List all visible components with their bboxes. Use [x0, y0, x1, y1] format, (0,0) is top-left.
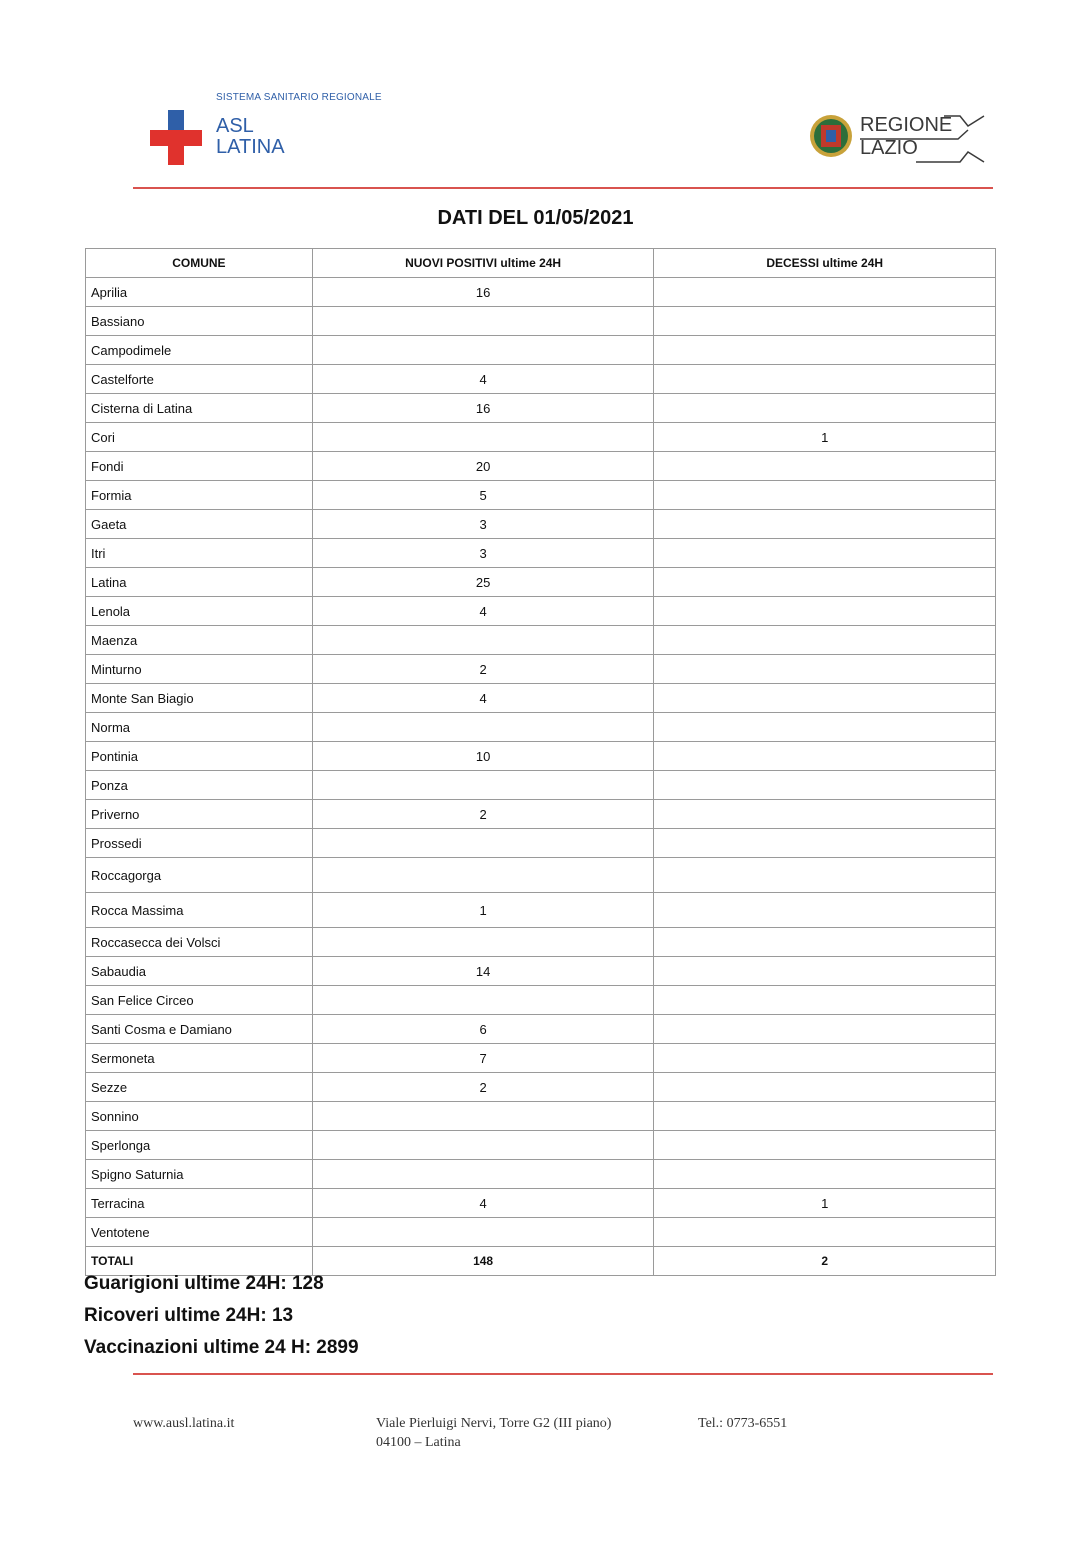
table-row [86, 928, 996, 957]
asl-name-line1: ASL [216, 115, 254, 137]
decessi-cell [654, 510, 996, 539]
positivi-cell [312, 336, 654, 365]
table-row [86, 307, 996, 336]
comuni-table [85, 248, 996, 1276]
decessi-cell [654, 336, 996, 365]
table-row [86, 1131, 996, 1160]
decessi-cell [654, 394, 996, 423]
positivi-cell: 16 [312, 278, 654, 307]
asl-cross-icon [150, 110, 202, 165]
decessi-cell [654, 568, 996, 597]
table-row [86, 539, 996, 568]
positivi-cell: 1 [312, 893, 654, 928]
positivi-cell [312, 771, 654, 800]
comune-cell: Ventotene [86, 1218, 313, 1247]
positivi-cell: 20 [312, 452, 654, 481]
positivi-cell: 5 [312, 481, 654, 510]
table-row [86, 800, 996, 829]
summary-block [84, 1268, 359, 1364]
comune-cell: Fondi [86, 452, 313, 481]
decessi-cell [654, 655, 996, 684]
positivi-cell [312, 928, 654, 957]
decessi-cell [654, 597, 996, 626]
decessi-cell [654, 771, 996, 800]
ricoveri-line: Ricoveri ultime 24H: 13 [84, 1305, 294, 1326]
decessi-cell [654, 539, 996, 568]
column-header-comune: COMUNE [86, 249, 313, 278]
vaccinazioni-line: Vaccinazioni ultime 24 H: 2899 [84, 1337, 359, 1358]
decessi-cell [654, 452, 996, 481]
comune-cell: San Felice Circeo [86, 986, 313, 1015]
decessi-cell [654, 800, 996, 829]
comune-cell: Maenza [86, 626, 313, 655]
comune-cell: Sonnino [86, 1102, 313, 1131]
comune-cell: Prossedi [86, 829, 313, 858]
positivi-cell: 2 [312, 1073, 654, 1102]
table-row [86, 957, 996, 986]
comune-cell: Monte San Biagio [86, 684, 313, 713]
comune-cell: Roccasecca dei Volsci [86, 928, 313, 957]
positivi-cell [312, 713, 654, 742]
table-row [86, 1218, 996, 1247]
comune-cell: Sperlonga [86, 1131, 313, 1160]
positivi-cell [312, 1131, 654, 1160]
positivi-cell [312, 858, 654, 893]
footer-phone: Tel.: 0773-6551 [698, 1416, 788, 1431]
comune-cell: Sermoneta [86, 1044, 313, 1073]
table-row [86, 742, 996, 771]
decessi-cell [654, 307, 996, 336]
comune-cell: Spigno Saturnia [86, 1160, 313, 1189]
positivi-cell: 4 [312, 597, 654, 626]
table-row [86, 986, 996, 1015]
comune-cell: Minturno [86, 655, 313, 684]
page-title: DATI DEL 01/05/2021 [437, 207, 634, 229]
table-row [86, 597, 996, 626]
table-row [86, 452, 996, 481]
comune-cell: Norma [86, 713, 313, 742]
comune-cell: Terracina [86, 1189, 313, 1218]
decessi-cell [654, 1073, 996, 1102]
decessi-cell [654, 893, 996, 928]
decessi-cell [654, 1160, 996, 1189]
decessi-cell [654, 713, 996, 742]
decessi-cell [654, 858, 996, 893]
table-row [86, 568, 996, 597]
asl-name [216, 116, 285, 158]
column-header-decessi: DECESSI ultime 24H [654, 249, 996, 278]
positivi-cell: 14 [312, 957, 654, 986]
positivi-cell: 4 [312, 684, 654, 713]
positivi-cell [312, 1218, 654, 1247]
decessi-cell [654, 986, 996, 1015]
decessi-cell [654, 481, 996, 510]
positivi-cell [312, 307, 654, 336]
positivi-cell: 3 [312, 539, 654, 568]
guarigioni-line: Guarigioni ultime 24H: 128 [84, 1273, 324, 1294]
positivi-cell [312, 423, 654, 452]
table-row [86, 893, 996, 928]
positivi-cell [312, 1160, 654, 1189]
table-row [86, 655, 996, 684]
positivi-cell: 4 [312, 1189, 654, 1218]
table-row [86, 626, 996, 655]
footer-address-line1: Viale Pierluigi Nervi, Torre G2 (III piano) [376, 1416, 612, 1431]
column-header-positivi: NUOVI POSITIVI ultime 24H [312, 249, 654, 278]
table-row [86, 1102, 996, 1131]
table-row [86, 713, 996, 742]
decessi-cell [654, 829, 996, 858]
table-row [86, 1015, 996, 1044]
regione-lazio-name [860, 114, 952, 160]
decessi-cell [654, 278, 996, 307]
positivi-cell: 2 [312, 655, 654, 684]
comune-cell: Latina [86, 568, 313, 597]
comune-cell: Gaeta [86, 510, 313, 539]
table-row [86, 336, 996, 365]
positivi-cell: 10 [312, 742, 654, 771]
positivi-cell: 7 [312, 1044, 654, 1073]
table-row [86, 278, 996, 307]
comune-cell: Castelforte [86, 365, 313, 394]
decessi-cell [654, 928, 996, 957]
positivi-cell [312, 1102, 654, 1131]
decessi-cell [654, 957, 996, 986]
region-line1: REGIONE [860, 114, 953, 136]
positivi-cell: 3 [312, 510, 654, 539]
comune-cell: Itri [86, 539, 313, 568]
comune-cell: Cisterna di Latina [86, 394, 313, 423]
table-row [86, 1160, 996, 1189]
decessi-cell: 1 [654, 1189, 996, 1218]
decessi-cell [654, 1131, 996, 1160]
positivi-cell: 6 [312, 1015, 654, 1044]
comune-cell: Rocca Massima [86, 893, 313, 928]
comune-cell: Lenola [86, 597, 313, 626]
totals-positivi: 148 [312, 1247, 654, 1276]
table-row [86, 394, 996, 423]
footer-address-line2: 04100 – Latina [376, 1435, 461, 1450]
table-row [86, 684, 996, 713]
decessi-cell [654, 684, 996, 713]
decessi-cell [654, 365, 996, 394]
table-row [86, 510, 996, 539]
header-divider [133, 187, 993, 189]
table-row [86, 771, 996, 800]
decessi-cell [654, 1218, 996, 1247]
table-row [86, 481, 996, 510]
decessi-cell [654, 1044, 996, 1073]
asl-name-line2: LATINA [216, 136, 285, 158]
decessi-cell: 1 [654, 423, 996, 452]
positivi-cell: 25 [312, 568, 654, 597]
comune-cell: Bassiano [86, 307, 313, 336]
table-header-row [86, 249, 996, 278]
comune-cell: Cori [86, 423, 313, 452]
footer-divider [133, 1373, 993, 1375]
table-row [86, 365, 996, 394]
positivi-cell [312, 626, 654, 655]
comune-cell: Aprilia [86, 278, 313, 307]
table-body [86, 278, 996, 1276]
totals-label: TOTALI [86, 1247, 313, 1276]
comune-cell: Sabaudia [86, 957, 313, 986]
comune-cell: Priverno [86, 800, 313, 829]
decessi-cell [654, 1102, 996, 1131]
table-row [86, 1044, 996, 1073]
table-row [86, 1073, 996, 1102]
comune-cell: Formia [86, 481, 313, 510]
decessi-cell [654, 1015, 996, 1044]
positivi-cell: 2 [312, 800, 654, 829]
comune-cell: Sezze [86, 1073, 313, 1102]
positivi-cell [312, 829, 654, 858]
table-row [86, 829, 996, 858]
table-row [86, 858, 996, 893]
decessi-cell [654, 626, 996, 655]
footer-address [376, 1414, 611, 1452]
comune-cell: Ponza [86, 771, 313, 800]
table-row [86, 1189, 996, 1218]
asl-subtitle: SISTEMA SANITARIO REGIONALE [216, 92, 382, 103]
positivi-cell [312, 986, 654, 1015]
comune-cell: Campodimele [86, 336, 313, 365]
comune-cell: Pontinia [86, 742, 313, 771]
table-row [86, 423, 996, 452]
positivi-cell: 4 [312, 365, 654, 394]
totals-decessi: 2 [654, 1247, 996, 1276]
comune-cell: Santi Cosma e Damiano [86, 1015, 313, 1044]
footer-website[interactable]: www.ausl.latina.it [133, 1416, 235, 1431]
region-line2: LAZIO [860, 137, 918, 159]
comune-cell: Roccagorga [86, 858, 313, 893]
decessi-cell [654, 742, 996, 771]
positivi-cell: 16 [312, 394, 654, 423]
